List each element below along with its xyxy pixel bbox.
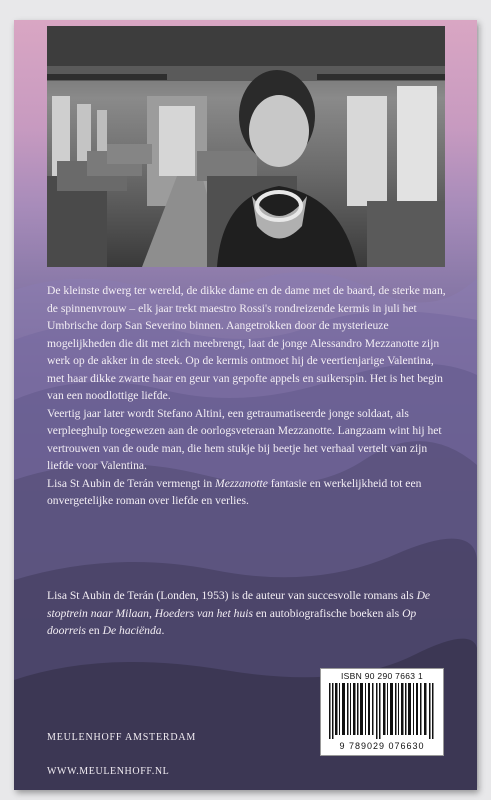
ean-number: 9 789029 076630 [339,741,425,751]
blurb-text [47,282,452,510]
bio-separator: , [148,606,155,620]
isbn-number: ISBN 90 290 7663 1 [341,671,423,681]
bio-text-2: en autobiografische boeken als [253,606,403,620]
blurb-p3-text-b: fantasie en werkelijkheid tot een onvergetelijke roman over liefde en verlies. [47,476,422,507]
publisher-website: WWW.MEULENHOFF.NL [47,766,170,777]
bio-book-title-3: Op doorreis [47,606,417,637]
bio-text-4: . [161,624,165,637]
barcode [320,668,444,756]
bio-text-1: Lisa St Aubin de Terán (Londen, 1953) is de auteur van succesvolle romans als [47,589,417,602]
blurb-p3-text-a: Lisa St Aubin de Terán vermengt in [47,476,216,490]
blurb-paragraph-2: Veertig jaar later wordt Stefano Altini, een getraumatiseerde jonge soldaat, als verpleeghulp toegewezen aan de oorlogsveteraan Mezzanotte. Langzaam wint hij het vertrouwen van de oude man, die hem stukje bij beetje het verhaal vertelt van zijn liefde voor Valentina. [47,406,442,472]
author-photo-illustration [47,26,445,267]
author-bio [47,587,452,640]
bio-book-title-4: De haciënda [102,624,162,637]
bio-book-title-2: Hoeders van het huis [154,606,253,620]
author-bio-paragraph [47,587,452,640]
author-photo-train-carriage [47,26,445,267]
publisher-name: MEULENHOFF AMSTERDAM [47,732,197,743]
bio-text-3: en [85,624,103,637]
blurb-paragraph-3 [47,475,452,510]
book-title-mezzanotte: Mezzanotte [215,476,268,490]
barcode-bars [329,683,435,739]
bio-book-title-1: De stoptrein naar Milaan [47,589,431,620]
blurb-paragraph-1: De kleinste dwerg ter wereld, de dikke dame en de dame met de baard, de sterke man, de spinnenvrouw – elk jaar trekt maestro Rossi's rondreizende kermis in juli het Umbrische dorp San Severino binnen. Aangetrokken door de mysterieuze mogelijkheden die dit met zich meebrengt, laat de jonge Alessandro Mezzanotte zijn werk op de akker in de steek. Op de kermis ontmoet hij de veertienjarige Valentina, met haar dikke zwarte haar en geur van gepofte appels en suikerspin. Het is het begin van een noodlottige liefde. [47,284,446,402]
book-back-cover [14,20,477,790]
